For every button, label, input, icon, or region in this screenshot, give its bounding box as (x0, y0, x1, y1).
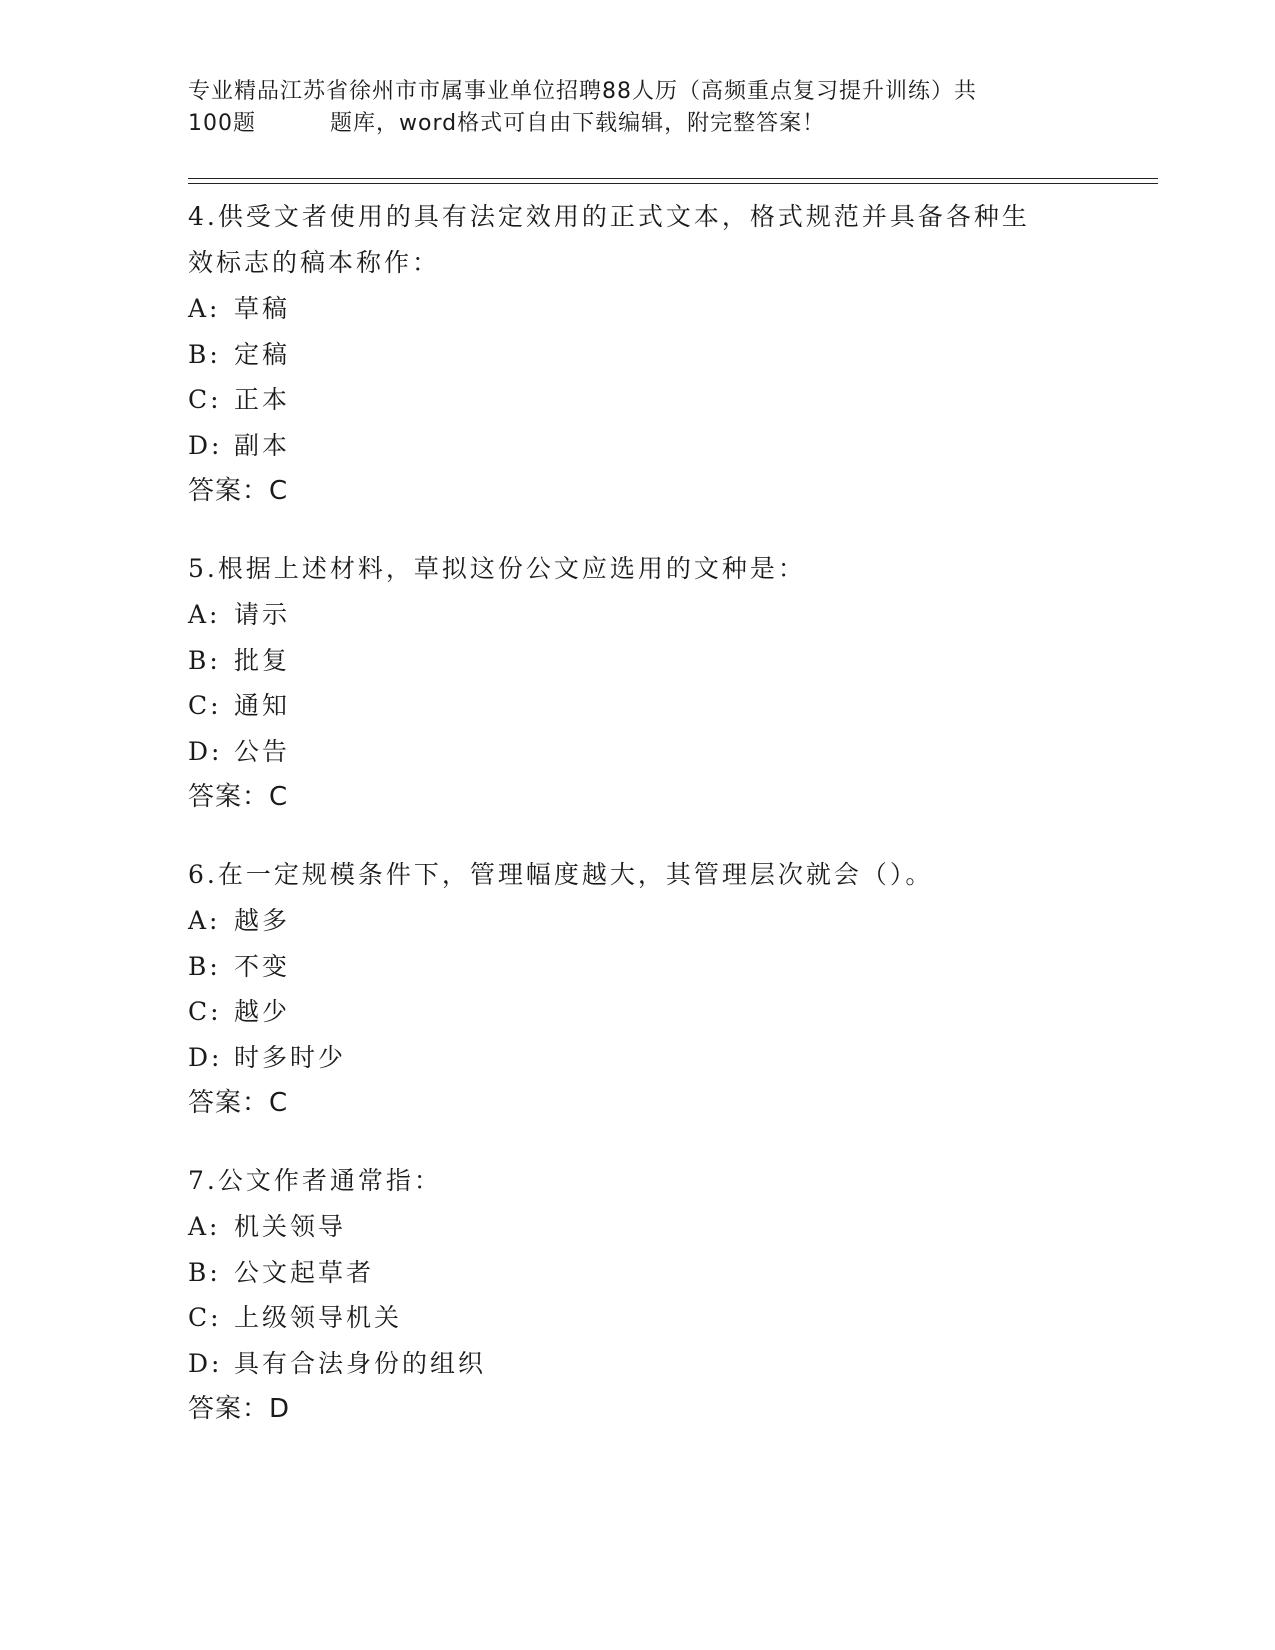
option-d (188, 729, 1088, 775)
option-letter: B: (188, 951, 221, 981)
option-letter: C: (188, 385, 222, 414)
question-text: 5.根据上述材料，草拟这份公文应选用的文种是： (188, 554, 806, 583)
answer-line: 答案：C (188, 476, 289, 506)
option-text: 批复 (234, 645, 291, 675)
option-c (188, 1295, 1088, 1341)
option-d (188, 423, 1088, 469)
option-letter: C: (188, 1303, 222, 1332)
option-text: 上级领导机关 (234, 1303, 403, 1332)
option-a (188, 592, 1088, 638)
option-letter: A: (188, 906, 221, 935)
option-text: 机关领导 (234, 1212, 347, 1241)
option-letter: A: (188, 600, 221, 629)
option-letter: B: (188, 1257, 221, 1287)
question-text: 4.供受文者使用的具有法定效用的正式文本，格式规范并具备各种生 (188, 202, 1030, 231)
option-text: 越多 (234, 906, 291, 935)
question-item (188, 546, 1088, 820)
option-letter: D: (188, 1348, 223, 1378)
answer-line: 答案：D (188, 1394, 291, 1424)
header-divider-bottom (188, 183, 1158, 184)
option-text: 公文起草者 (234, 1257, 375, 1287)
header-question-count: 100题 (188, 111, 256, 136)
option-text: 不变 (234, 951, 291, 981)
question-text-continued: 效标志的稿本称作： (188, 248, 441, 277)
option-c (188, 683, 1088, 729)
option-letter: C: (188, 997, 222, 1026)
question-list (188, 194, 1088, 1464)
option-c (188, 377, 1088, 423)
option-d (188, 1341, 1088, 1387)
option-letter: A: (188, 294, 221, 323)
option-b (188, 944, 1088, 990)
option-letter: D: (188, 736, 223, 766)
option-letter: B: (188, 339, 221, 369)
option-text: 公告 (234, 736, 291, 766)
option-text: 定稿 (234, 339, 291, 369)
option-text: 请示 (234, 600, 291, 629)
header-title-line1: 专业精品江苏省徐州市市属事业单位招聘88人历（高频重点复习提升训练）共 (188, 79, 977, 104)
option-b (188, 638, 1088, 684)
option-a (188, 898, 1088, 944)
option-c (188, 989, 1088, 1035)
question-item (188, 194, 1088, 514)
answer-line: 答案：C (188, 782, 289, 812)
option-text: 草稿 (234, 294, 291, 323)
option-letter: D: (188, 1042, 223, 1072)
option-letter: B: (188, 645, 221, 675)
option-text: 具有合法身份的组织 (234, 1348, 487, 1378)
option-text: 越少 (234, 997, 291, 1026)
answer-line: 答案：C (188, 1088, 289, 1118)
header-divider-top (188, 178, 1158, 179)
question-text: 6.在一定规模条件下，管理幅度越大，其管理层次就会（）。 (188, 860, 934, 889)
question-item (188, 852, 1088, 1126)
option-letter: A: (188, 1212, 221, 1241)
option-text: 副本 (234, 430, 291, 460)
option-text: 通知 (234, 691, 291, 720)
option-a (188, 286, 1088, 332)
option-text: 时多时少 (234, 1042, 347, 1072)
option-a (188, 1204, 1088, 1250)
option-letter: D: (188, 430, 223, 460)
option-b (188, 1250, 1088, 1296)
option-text: 正本 (234, 385, 291, 414)
header-description: 题库，word格式可自由下载编辑，附完整答案！ (330, 111, 826, 136)
question-text: 7.公文作者通常指： (188, 1166, 442, 1195)
option-letter: C: (188, 691, 222, 720)
document-header (188, 76, 1068, 140)
option-b (188, 332, 1088, 378)
header-title-line2 (188, 108, 1068, 140)
option-d (188, 1035, 1088, 1081)
question-item (188, 1158, 1088, 1432)
